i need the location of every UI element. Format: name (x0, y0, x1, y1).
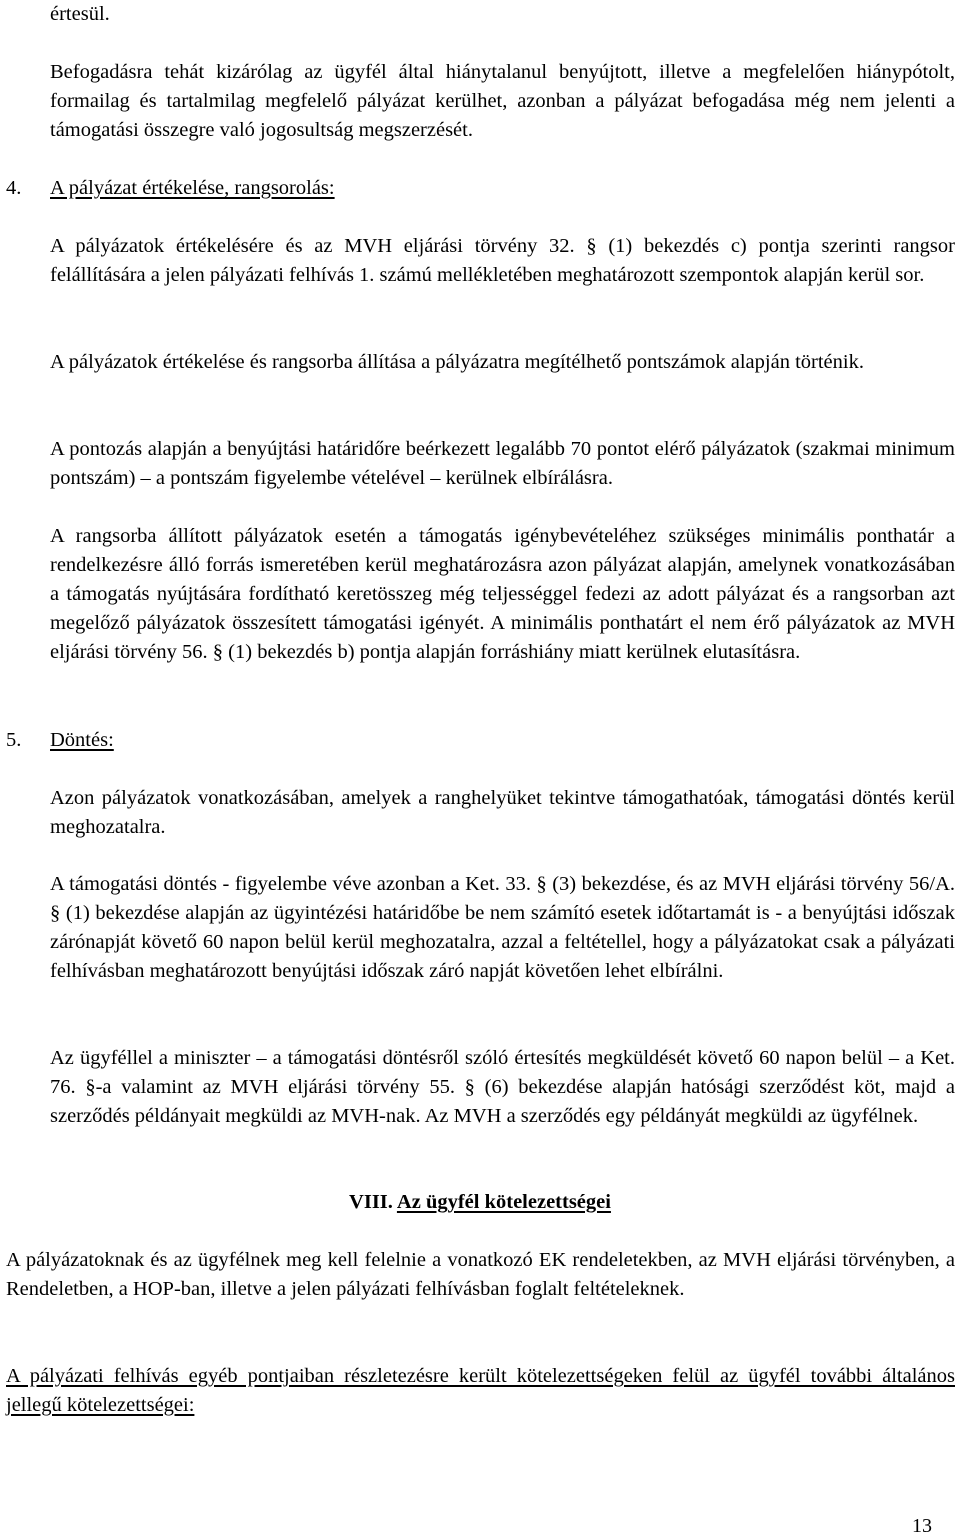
continuation-line: értesül. (50, 3, 110, 25)
section-4-paragraph-2: A pályázatok értékelése és rangsorba állítása a pályázatra megítélhető pontszámok alapján történik. (50, 351, 864, 373)
paragraph-befogadas: Befogadásra tehát kizárólag az ügyfél által hiánytalanul benyújtott, illetve a megfelelően hiánypótolt, formailag és tartalmilag megfelelő pályázat kerülhet, azonban a pályázat befogadása még nem jelenti a támogatási összegre való jogosultság megszerzését. (50, 61, 955, 141)
chapter-8-heading (0, 1188, 960, 1217)
section-4-title: A pályázat értékelése, rangsorolás: (50, 177, 335, 199)
section-5-number: 5. (6, 729, 22, 751)
section-5-title: Döntés: (50, 729, 114, 751)
chapter-8-paragraph-2: A pályázati felhívás egyéb pontjaiban részletezésre került kötelezettségeken felül az ügyfél további általános jellegű kötelezettségei: (6, 1365, 955, 1416)
section-5-paragraph-2: A támogatási döntés - figyelembe véve azonban a Ket. 33. § (3) bekezdése, és az MVH eljárási törvény 56/A. § (1) bekezdése alapján az ügyintézési határidőbe be nem számító esetek időtartamát is - a benyújtási időszak zárónapját követő 60 napon belül kerül meghozatalra, azzal a feltétellel, hogy a pályázatokat csak a pályázati felhívásban meghatározott benyújtási időszak záró napját követően lehet elbírálni. (50, 873, 955, 982)
page-number: 13 (912, 1515, 932, 1537)
section-5-paragraph-3: Az ügyféllel a miniszter – a támogatási döntésről szóló értesítés megküldését követő 60 napon belül – a Ket. 76. §-a valamint az MVH eljárási törvény 55. § (6) bekezdése alapján hatósági szerződést köt, majd a szerződés példányait megküldi az MVH-nak. Az MVH a szerződés egy példányát megküldi az ügyfélnek. (50, 1047, 955, 1127)
section-4-number: 4. (6, 177, 22, 199)
chapter-8-title: Az ügyfél kötelezettségei (396, 1191, 611, 1213)
section-4-paragraph-1: A pályázatok értékelésére és az MVH eljárási törvény 32. § (1) bekezdés c) pontja szerinti rangsor felállítására a jelen pályázati felhívás 1. számú mellékletében meghatározott szempontok alapján kerül sor. (50, 235, 955, 286)
section-4-paragraph-4: A rangsorba állított pályázatok esetén a támogatás igénybevételéhez szükséges minimális ponthatár a rendelkezésre álló forrás ismeretében kerül meghatározásra azon pályázat alapján, amelynek vonatkozásában a támogatás nyújtására fordítható keretösszeg még teljességgel fedezi az adott pályázat és a rangsorban azt megelőző pályázatok összesített támogatási igényét. A minimális ponthatárt el nem érő pályázatok az MVH eljárási törvény 56. § (1) bekezdés b) pontja alapján forráshiány miatt kerülnek elutasításra. (50, 525, 955, 663)
chapter-8-roman: VIII. (349, 1191, 393, 1213)
section-4-paragraph-3: A pontozás alapján a benyújtási határidőre beérkezett legalább 70 pontot elérő pályázatok (szakmai minimum pontszám) – a pontszám figyelembe vételével – kerülnek elbírálásra. (50, 438, 955, 489)
chapter-8-paragraph-1: A pályázatoknak és az ügyfélnek meg kell felelnie a vonatkozó EK rendeletekben, az MVH eljárási törvényben, a Rendeletben, a HOP-ban, illetve a jelen pályázati felhívásban foglalt feltételeknek. (6, 1249, 955, 1300)
section-5-paragraph-1: Azon pályázatok vonatkozásában, amelyek a ranghelyüket tekintve támogathatóak, támogatási döntés kerül meghozatalra. (50, 787, 955, 838)
